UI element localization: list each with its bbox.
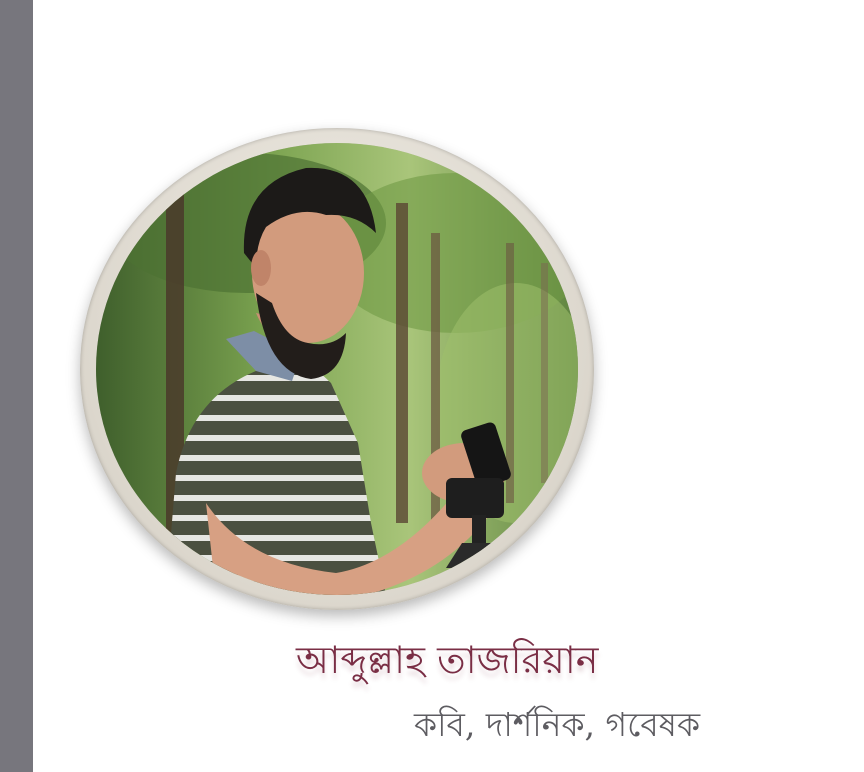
profile-photo (96, 143, 578, 595)
profile-name: আব্দুল্লাহ তাজরিয়ান (296, 638, 599, 682)
left-sidebar-strip (0, 0, 33, 772)
profile-photo-illustration (96, 143, 578, 595)
profile-roles: কবি, দার্শনিক, গবেষক (414, 705, 701, 744)
